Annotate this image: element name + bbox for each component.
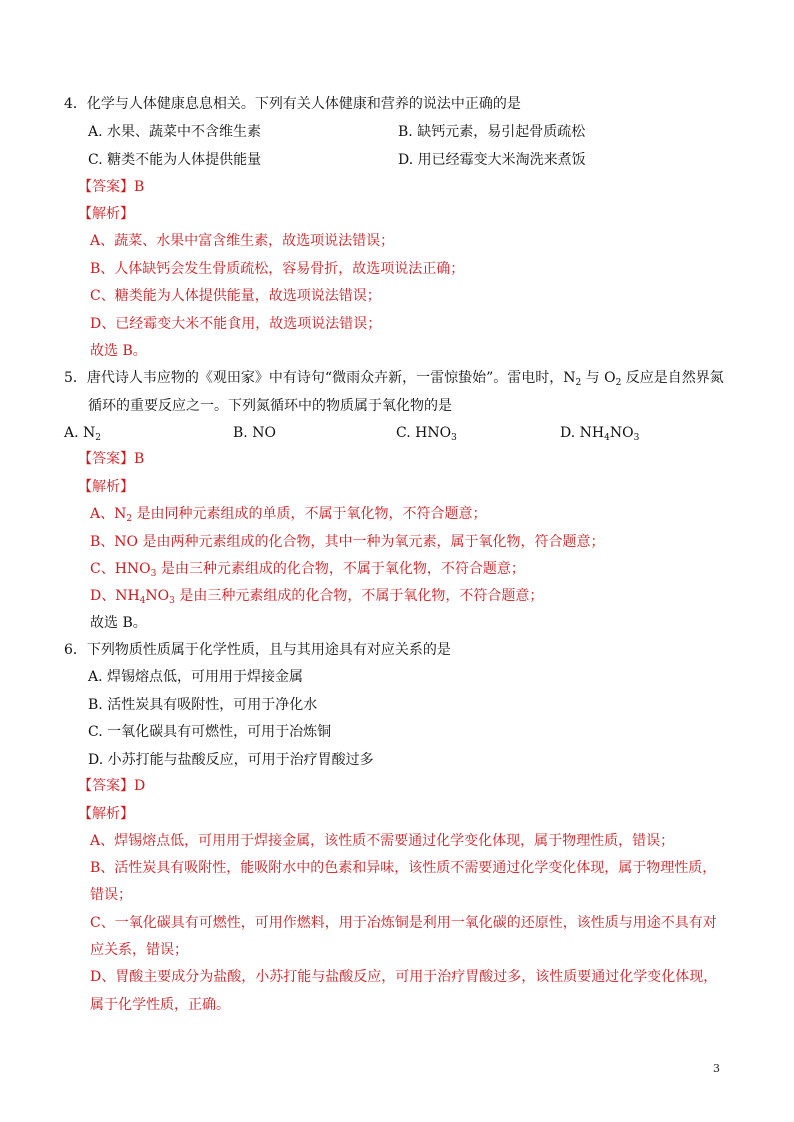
q5-analysis-line <box>90 559 525 579</box>
q5-a4-mid: NO <box>145 588 170 604</box>
q5-analysis-line <box>90 586 543 606</box>
q5-a1-text: A、N <box>90 506 127 522</box>
q4-stem: 4．化学与人体健康息息相关。下列有关人体健康和营养的说法中正确的是 <box>64 96 521 112</box>
q5-stem-text-b: 与 O <box>581 370 616 386</box>
q5-a4-rest: 是由三种元素组成的化合物，不属于氧化物，不符合题意； <box>174 588 544 604</box>
q5-answer: 【答案】B <box>78 451 145 467</box>
q5-conclusion: 故选 B。 <box>90 615 147 631</box>
q6-option-c: C. 一氧化碳具有可燃性，可用于冶炼铜 <box>88 724 332 740</box>
q5-stem-sub2: 2 <box>615 378 622 388</box>
q6-analysis-line: A、焊锡熔点低，可用用于焊接金属，该性质不需要通过化学变化体现，属于物理性质，错误； <box>90 833 675 849</box>
q5-a1-sub: 2 <box>126 514 133 524</box>
q5-option-b: B. NO <box>233 425 276 441</box>
q6-analysis-label: 【解析】 <box>78 806 134 822</box>
q5-stem-text-a: 5．唐代诗人韦应物的《观田家》中有诗句“微雨众卉新，一雷惊蛰始”。雷电时，N <box>64 370 576 386</box>
q6-analysis-line: C、一氧化碳具有可燃性，可用作燃料，用于冶炼铜是利用一氧化碳的还原性，该性质与用途不具有对 <box>90 915 717 931</box>
q4-analysis-line: B、人体缺钙会发生骨质疏松，容易骨折，故选项说法正确； <box>90 261 465 277</box>
q6-analysis-line: D、胃酸主要成分为盐酸，小苏打能与盐酸反应，可用于治疗胃酸过多，该性质要通过化学变化体现， <box>90 969 718 985</box>
q4-option-b: B. 缺钙元素，易引起骨质疏松 <box>398 124 586 140</box>
q5-stem-line2: 循环的重要反应之一。下列氮循环中的物质属于氧化物的是 <box>88 398 452 414</box>
q5-a3-text: C、HNO <box>90 561 151 577</box>
q5-analysis-line <box>90 504 487 524</box>
q4-answer: 【答案】B <box>78 179 145 195</box>
q5-option-d-sub2: 3 <box>633 433 640 443</box>
q6-analysis-line: 错误； <box>90 887 132 903</box>
q4-analysis-line: D、已经霉变大米不能食用，故选项说法错误； <box>90 316 382 332</box>
q4-analysis-line: C、糖类能为人体提供能量，故选项说法错误； <box>90 288 381 304</box>
q5-analysis-line: B、NO 是由两种元素组成的化合物，其中一种为氧元素，属于氧化物，符合题意； <box>90 534 605 550</box>
q4-option-c: C. 糖类不能为人体提供能量 <box>88 152 262 168</box>
q6-analysis-line: 属于化学性质，正确。 <box>90 997 230 1013</box>
q5-stem-line1 <box>64 368 724 388</box>
q4-option-d: D. 用已经霉变大米淘洗来煮饭 <box>398 152 586 168</box>
q5-option-d-text1: D. NH <box>560 425 605 441</box>
q5-option-d <box>560 423 639 443</box>
q5-option-a-text: A. N <box>64 425 96 441</box>
q4-conclusion: 故选 B。 <box>90 343 147 359</box>
q5-a1-rest: 是由同种元素组成的单质，不属于氧化物，不符合题意； <box>132 506 487 522</box>
q6-answer: 【答案】D <box>78 778 146 794</box>
q6-option-a: A. 焊锡熔点低，可用用于焊接金属 <box>88 669 304 685</box>
q5-a4-sub2: 3 <box>169 596 175 606</box>
q6-stem: 6．下列物质性质属于化学性质，且与其用途具有对应关系的是 <box>64 642 451 658</box>
q6-option-d: D. 小苏打能与盐酸反应，可用于治疗胃酸过多 <box>88 752 374 768</box>
q5-a3-rest: 是由三种元素组成的化合物，不属于氧化物，不符合题意； <box>156 561 525 577</box>
q5-option-d-sub1: 4 <box>604 433 610 443</box>
q5-option-d-text2: NO <box>609 425 634 441</box>
q5-a4-text: D、NH <box>90 588 140 604</box>
q5-analysis-label: 【解析】 <box>78 479 134 495</box>
q5-option-c-sub: 3 <box>451 433 457 443</box>
q5-a4-sub1: 4 <box>139 596 146 606</box>
q5-stem-sub1: 2 <box>575 378 582 388</box>
q5-option-c <box>396 423 457 443</box>
page-number: 3 <box>713 1062 720 1075</box>
q5-stem-text-c: 反应是自然界氮 <box>621 370 724 386</box>
q6-analysis-line: 应关系，错误； <box>90 942 188 958</box>
q6-option-b: B. 活性炭具有吸附性，可用于净化水 <box>88 697 318 713</box>
q4-analysis-label: 【解析】 <box>78 206 134 222</box>
q4-analysis-line: A、蔬菜、水果中富含维生素，故选项说法错误； <box>90 233 395 249</box>
q5-option-a <box>64 423 101 443</box>
q4-option-a: A. 水果、蔬菜中不含维生素 <box>88 124 262 140</box>
q6-analysis-line: B、活性炭具有吸附性，能吸附水中的色素和异味，该性质不需要通过化学变化体现，属于物理性质， <box>90 860 717 876</box>
q5-a3-sub: 3 <box>150 569 157 579</box>
q5-option-c-text: C. HNO <box>396 425 452 441</box>
q5-option-a-sub: 2 <box>95 433 101 443</box>
